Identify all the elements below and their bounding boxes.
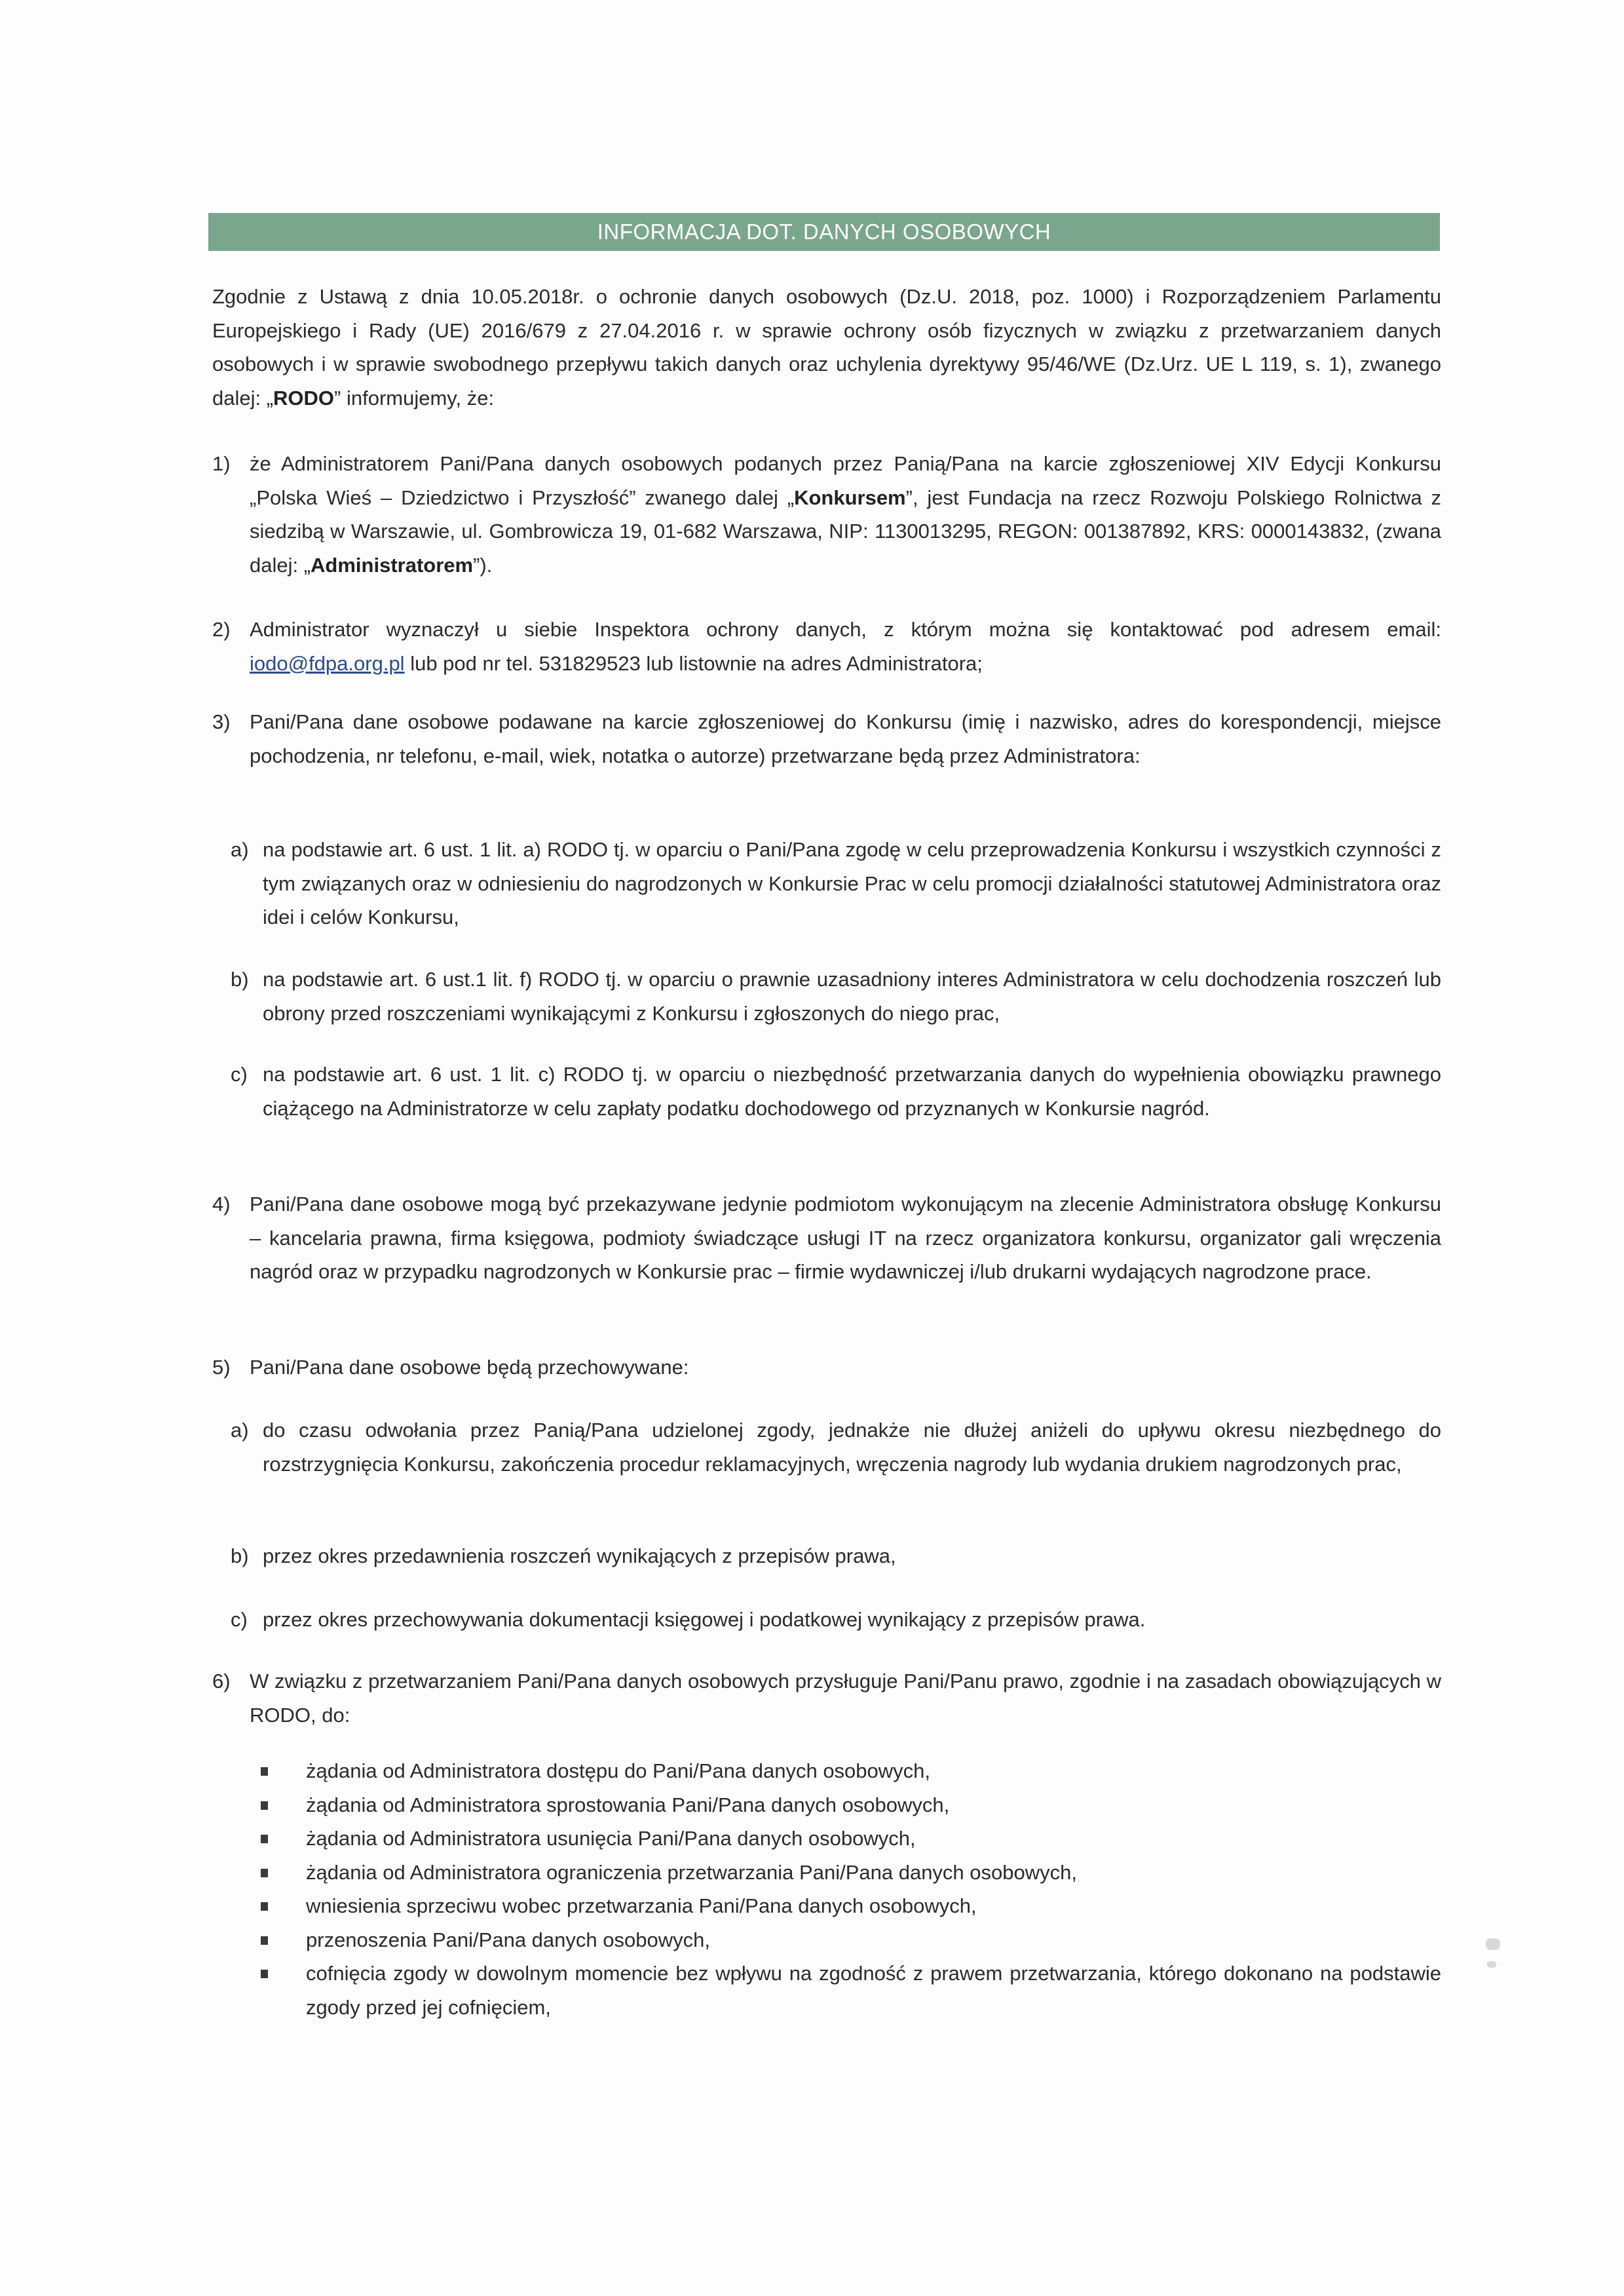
item-text: Pani/Pana dane osobowe będą przechowywane: — [250, 1356, 689, 1379]
scan-smudge — [1486, 1938, 1500, 1950]
sub-item-5b — [231, 1539, 1441, 1573]
sub-item-label: a) — [231, 1419, 249, 1442]
square-bullet-icon — [261, 1869, 268, 1877]
sub-item-text: do czasu odwołania przez Panią/Pana udzielonej zgody, jednakże nie dłużej aniżeli do upływu okresu niezbędnego do rozstrzygnięcia Konkursu, zakończenia procedur reklamacyjnych, wręczenia nagrody lub wydania drukiem nagrodzonych prac, — [263, 1419, 1441, 1476]
sub-item-text: przez okres przechowywania dokumentacji księgowej i podatkowej wynikający z przepisów prawa. — [263, 1608, 1146, 1631]
item-number: 4) — [212, 1193, 231, 1215]
list-item-2 — [212, 613, 1441, 680]
item-text: Administrator wyznaczył u siebie Inspektora ochrony danych, z którym można się kontaktować pod adresem email: — [250, 618, 1441, 641]
bullet-text: cofnięcia zgody w dowolnym momencie bez wpływu na zgodność z prawem przetwarzania, którego dokonano na podstawie zgody przed jej cofnięciem, — [306, 1962, 1441, 2019]
bullet-item — [259, 1856, 1441, 1890]
sub-item-text: na podstawie art. 6 ust. 1 lit. c) RODO tj. w oparciu o niezbędność przetwarzania danych do wypełnienia obowiązku prawnego ciążącego na Administratorze w celu zapłaty podatku dochodowego od przyznanych w Konkursie nagród. — [263, 1063, 1441, 1120]
scan-smudge — [1487, 1961, 1496, 1968]
square-bullet-icon — [261, 1835, 268, 1843]
bullet-item — [259, 1754, 1441, 1788]
bullet-item — [259, 1889, 1441, 1923]
sub-item-3c — [231, 1058, 1441, 1125]
list-item-1 — [212, 447, 1441, 582]
item-number: 2) — [212, 618, 231, 641]
bold-konkursem: Konkursem — [794, 486, 906, 509]
square-bullet-icon — [261, 1902, 268, 1911]
bullet-text: żądania od Administratora dostępu do Pani/Pana danych osobowych, — [306, 1759, 931, 1782]
bullet-text: wniesienia sprzeciwu wobec przetwarzania Pani/Pana danych osobowych, — [306, 1894, 977, 1917]
item-number: 6) — [212, 1670, 231, 1693]
sub-item-label: c) — [231, 1608, 248, 1631]
intro-text-end: ” informujemy, że: — [334, 386, 495, 410]
item-text: W związku z przetwarzaniem Pani/Pana danych osobowych przysługuje Pani/Panu prawo, zgodnie i na zasadach obowiązujących w RODO, do: — [250, 1670, 1441, 1727]
sub-item-label: a) — [231, 838, 249, 861]
item-text: Pani/Pana dane osobowe podawane na karcie zgłoszeniowej do Konkursu (imię i nazwisko, adres do korespondencji, miejsce pochodzenia, nr telefonu, e-mail, wiek, notatka o autorze) przetwarzane będą przez Administratora: — [250, 710, 1441, 767]
square-bullet-icon — [261, 1801, 268, 1810]
sub-item-text: na podstawie art. 6 ust.1 lit. f) RODO tj. w oparciu o prawnie uzasadniony interes Administratora w celu dochodzenia roszczeń lub obrony przed roszczeniami wynikającymi z Konkursu i zgłoszonych do niego prac, — [263, 968, 1441, 1025]
list-item-3 — [212, 705, 1441, 773]
bullet-item — [259, 1957, 1441, 2024]
rights-bullet-list — [259, 1754, 1441, 2024]
intro-paragraph — [212, 280, 1441, 415]
sub-item-5a — [231, 1413, 1441, 1481]
sub-item-text: przez okres przedawnienia roszczeń wynikających z przepisów prawa, — [263, 1544, 896, 1567]
square-bullet-icon — [261, 1970, 268, 1978]
sub-item-3b — [231, 963, 1441, 1030]
section-title: INFORMACJA DOT. DANYCH OSOBOWYCH — [597, 220, 1051, 244]
item-number: 1) — [212, 452, 231, 475]
list-item-4 — [212, 1187, 1441, 1289]
item-text: lub pod nr tel. 531829523 lub listownie na adres Administratora; — [404, 651, 983, 675]
section-header-bar — [208, 213, 1440, 251]
bullet-text: żądania od Administratora usunięcia Pani/Pana danych osobowych, — [306, 1827, 916, 1850]
intro-bold-rodo: RODO — [273, 386, 335, 410]
sub-item-label: b) — [231, 1544, 249, 1567]
item-text: ”). — [473, 553, 493, 577]
list-item-6 — [212, 1664, 1441, 1732]
bullet-item — [259, 1788, 1441, 1822]
item-text: ”, jest Fundacja na rzecz Rozwoju Polskiego Rolnictwa z siedzibą w Warszawie, ul. Gombrowicza 19, 01-682 Warszawa, NIP: 1130013295, REGON: 001387892, KRS: 0000143832, (zwana dalej: „ — [250, 486, 1441, 577]
item-text: Pani/Pana dane osobowe mogą być przekazywane jedynie podmiotom wykonującym na zlecenie Administratora obsługę Konkursu – kancelaria prawna, firma księgowa, podmioty świadczące usługi IT na rzecz organizatora konkursu, organizator gali wręczenia nagród oraz w przypadku nagrodzonych w Konkursie prac – firmie wydawniczej i/lub drukarni wydających nagrodzone prace. — [250, 1193, 1441, 1283]
item-number: 3) — [212, 710, 231, 733]
square-bullet-icon — [261, 1767, 268, 1776]
sub-item-5c — [231, 1603, 1441, 1637]
bullet-item — [259, 1822, 1441, 1856]
bullet-text: żądania od Administratora ograniczenia przetwarzania Pani/Pana danych osobowych, — [306, 1860, 1077, 1884]
bullet-text: żądania od Administratora sprostowania Pani/Pana danych osobowych, — [306, 1793, 950, 1816]
bold-administratorem: Administratorem — [311, 553, 474, 577]
list-item-5 — [212, 1350, 1441, 1385]
intro-text: Zgodnie z Ustawą z dnia 10.05.2018r. o ochronie danych osobowych (Dz.U. 2018, poz. 1000) i Rozporządzeniem Parlamentu Europejskiego i Rady (UE) 2016/679 z 27.04.2016 r. w sprawie ochrony osób fizycznych w związku z przetwarzaniem danych osobowych i w sprawie swobodnego przepływu takich danych oraz uchylenia dyrektywy 95/46/WE (Dz.Urz. UE L 119, s. 1), zwanego dalej: „ — [212, 285, 1441, 410]
square-bullet-icon — [261, 1936, 268, 1945]
bullet-text: przenoszenia Pani/Pana danych osobowych, — [306, 1928, 710, 1951]
sub-item-label: c) — [231, 1063, 248, 1086]
sub-item-label: b) — [231, 968, 249, 991]
sub-item-text: na podstawie art. 6 ust. 1 lit. a) RODO tj. w oparciu o Pani/Pana zgodę w celu przeprowadzenia Konkursu i wszystkich czynności z tym związanych oraz w odniesieniu do nagrodzonych w Konkursie Prac w celu promocji działalności statutowej Administratora oraz idei i celów Konkursu, — [263, 838, 1441, 928]
item-number: 5) — [212, 1356, 231, 1379]
item-text: że Administratorem Pani/Pana danych osobowych podanych przez Panią/Pana na karcie zgłoszeniowej XIV Edycji Konkursu „Polska Wieś – Dziedzictwo i Przyszłość” zwanego dalej „ — [250, 452, 1441, 509]
sub-item-3a — [231, 833, 1441, 934]
bullet-item — [259, 1923, 1441, 1957]
email-link[interactable]: iodo@fdpa.org.pl — [250, 651, 405, 675]
